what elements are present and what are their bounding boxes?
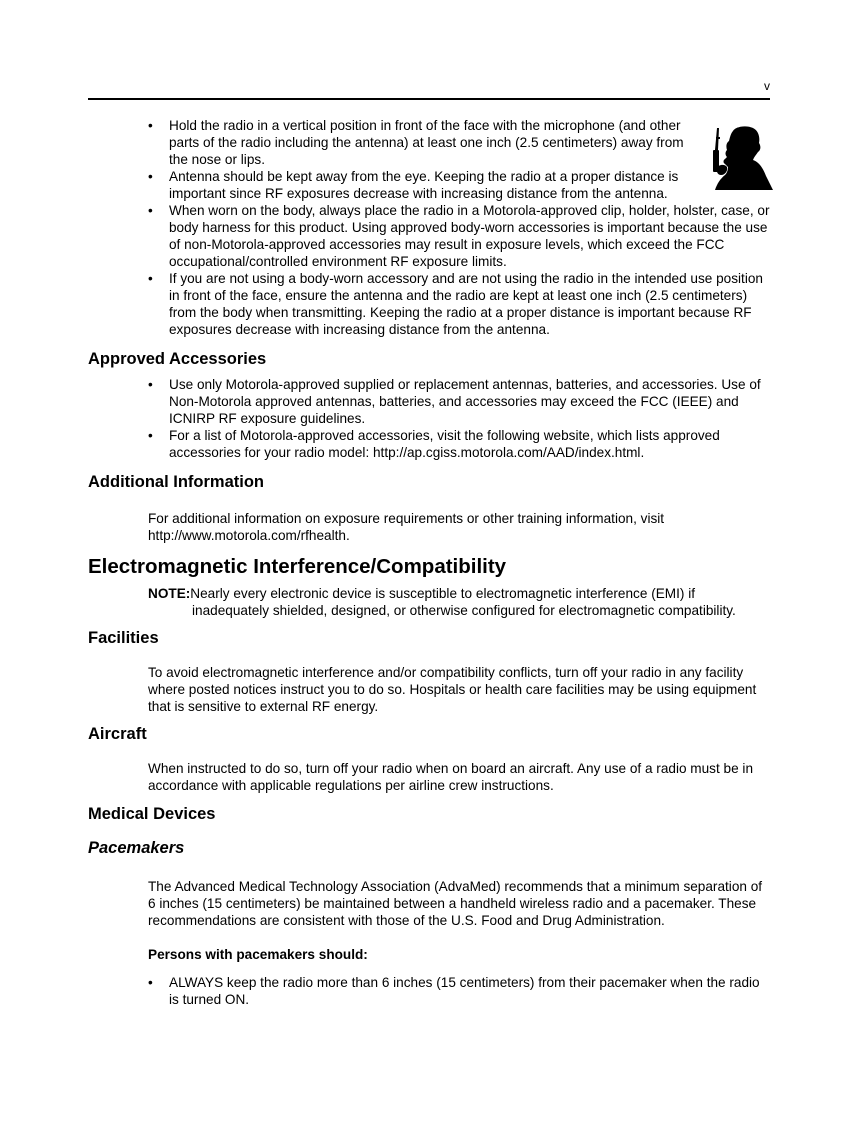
list-item: • ALWAYS keep the radio more than 6 inches (15 centimeters) from their pacemaker when the radio is turned ON.: [148, 974, 770, 1008]
aircraft-text: When instructed to do so, turn off your radio when on board an aircraft. Any use of a radio must be in accordance with applicable regulations per airline crew instructions.: [148, 761, 754, 793]
facilities-heading: Facilities: [88, 629, 159, 647]
additional-information-text: [148, 510, 770, 544]
intro-section: [88, 117, 770, 338]
page-content: [88, 117, 770, 1008]
emi-heading: Electromagnetic Interference/Compatibility: [88, 555, 507, 578]
pacemaker-persons-subheading: Persons with pacemakers should:: [148, 947, 368, 962]
emi-note: [148, 585, 770, 619]
intro-bullet-list: [148, 117, 770, 338]
approved-accessories-list: [148, 376, 770, 461]
additional-information-line: For additional information on exposure requirements or other training information, visit: [148, 511, 665, 526]
person-with-radio-icon: [703, 124, 773, 190]
list-item: • For a list of Motorola-approved accessories, visit the following website, which lists approved accessories for your radio model: http://ap.cgiss.motorola.com/AAD/index.html.: [148, 427, 770, 461]
list-item: • Use only Motorola-approved supplied or replacement antennas, batteries, and accessories. Use of Non-Motorola approved antennas, batteries, and accessories may exceed the FCC (IEEE) and ICNIRP RF exposure guidelines.: [148, 376, 770, 427]
list-item: • Hold the radio in a vertical position in front of the face with the microphone (and other parts of the radio including the antenna) at least one inch (2.5 centimeters) away from the nose or lips.: [148, 117, 689, 168]
list-item: • Antenna should be kept away from the eye. Keeping the radio at a proper distance is important since RF exposures decrease with increasing distance from the antenna.: [148, 168, 689, 202]
pacemakers-heading: Pacemakers: [88, 839, 185, 857]
header-rule: [88, 98, 770, 100]
note-text: Nearly every electronic device is susceptible to electromagnetic interference (EMI) if inadequately shielded, designed, or otherwise configured for electromagnetic compatibility.: [190, 586, 736, 618]
list-item: • When worn on the body, always place the radio in a Motorola-approved clip, holder, holster, case, or body harness for this product. Using approved body-worn accessories is important because the use of non-Motorola-approved accessories may result in exposure levels, which exceed the FCC occupational/controlled environment RF exposure limits.: [148, 202, 770, 270]
rfhealth-link: http://www.motorola.com/rfhealth.: [148, 528, 350, 543]
approved-accessories-heading: Approved Accessories: [88, 350, 267, 368]
facilities-text: To avoid electromagnetic interference and/or compatibility conflicts, turn off your radio in any facility where posted notices instruct you to do so. Hospitals or health care facilities may be using equipment that is sensitive to external RF energy.: [148, 665, 757, 714]
page-number: v: [764, 79, 770, 93]
list-item: • If you are not using a body-worn accessory and are not using the radio in the intended use position in front of the face, ensure the antenna and the radio are kept at least one inch (2.5 centimeters) from the body when transmitting. Keeping the radio at a proper distance is important because RF exposures decrease with increasing distance from the antenna.: [148, 270, 770, 338]
pacemaker-bullet-list: [148, 974, 770, 1008]
pacemakers-text: The Advanced Medical Technology Association (AdvaMed) recommends that a minimum separation of 6 inches (15 centimeters) be maintained between a handheld wireless radio and a pacemaker. These recommendations are consistent with those of the U.S. Food and Drug Administration.: [148, 879, 763, 928]
aircraft-heading: Aircraft: [88, 725, 147, 743]
additional-information-heading: Additional Information: [88, 473, 264, 491]
note-label: NOTE:: [148, 586, 191, 601]
medical-devices-heading: Medical Devices: [88, 805, 216, 823]
